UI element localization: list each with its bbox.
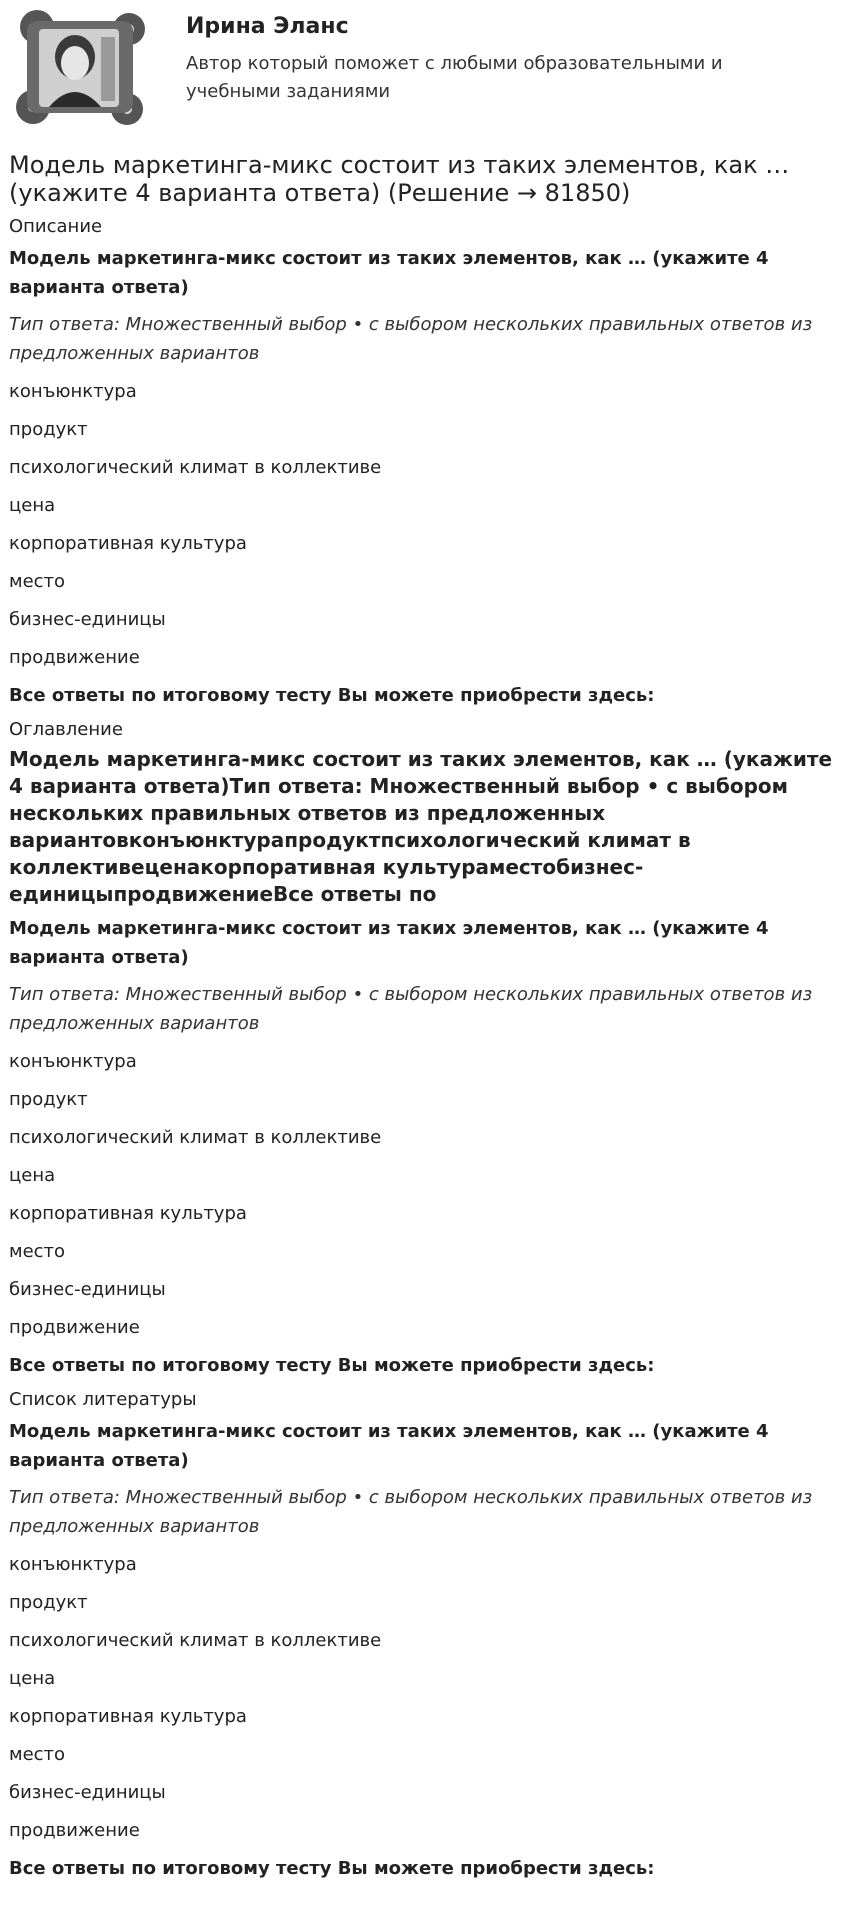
option-item: цена <box>9 1668 56 1689</box>
question-text: Модель маркетинга-микс состоит из таких элементов, как … (укажите 4 варианта ответа) <box>9 248 769 298</box>
option-item: продвижение <box>9 1820 140 1841</box>
option-item: цена <box>9 495 56 516</box>
answer-type: Тип ответа: Множественный выбор • с выбором нескольких правильных ответов из предложенных вариантов <box>9 984 813 1034</box>
option-item: конъюнктура <box>9 1051 137 1072</box>
author-avatar[interactable] <box>9 7 152 129</box>
section-label-bibliography: Список литературы <box>9 1389 197 1410</box>
section-label-description: Описание <box>9 216 103 237</box>
section-label-toc: Оглавление <box>9 719 123 740</box>
option-item: корпоративная культура <box>9 533 247 554</box>
author-card <box>9 0 839 130</box>
page <box>9 0 839 1883</box>
buy-text: Все ответы по итоговому тесту Вы можете приобрести здесь: <box>9 1858 655 1879</box>
option-item: конъюнктура <box>9 1554 137 1575</box>
option-item: конъюнктура <box>9 381 137 402</box>
option-item: место <box>9 571 66 592</box>
option-item: продукт <box>9 1592 88 1613</box>
toc-summary: Модель маркетинга-микс состоит из таких элементов, как … (укажите 4 варианта ответа)Тип ответа: Множественный выбор • с выбором нескольких правильных ответов из предложенных вариантовконъюнктурапродуктпсихологический климат в коллективеценакорпоративная культураместобизнес-единицыпродвижениеВсе ответы по <box>9 747 833 906</box>
question-text: Модель маркетинга-микс состоит из таких элементов, как … (укажите 4 варианта ответа) <box>9 918 769 968</box>
answer-type: Тип ответа: Множественный выбор • с выбором нескольких правильных ответов из предложенных вариантов <box>9 314 813 364</box>
option-item: бизнес-единицы <box>9 609 166 630</box>
page-title: Модель маркетинга-микс состоит из таких элементов, как … (укажите 4 варианта ответа) (Решение → 81850) <box>9 151 790 207</box>
option-item: место <box>9 1241 66 1262</box>
option-item: корпоративная культура <box>9 1706 247 1727</box>
option-item: продвижение <box>9 647 140 668</box>
option-item: бизнес-единицы <box>9 1782 166 1803</box>
option-item: место <box>9 1744 66 1765</box>
option-item: психологический климат в коллективе <box>9 1630 382 1651</box>
option-item: корпоративная культура <box>9 1203 247 1224</box>
option-item: бизнес-единицы <box>9 1279 166 1300</box>
question-text: Модель маркетинга-микс состоит из таких элементов, как … (укажите 4 варианта ответа) <box>9 1421 769 1471</box>
option-item: продукт <box>9 1089 88 1110</box>
option-item: психологический климат в коллективе <box>9 457 382 478</box>
option-item: цена <box>9 1165 56 1186</box>
buy-text: Все ответы по итоговому тесту Вы можете приобрести здесь: <box>9 685 655 706</box>
option-item: продвижение <box>9 1317 140 1338</box>
option-item: психологический климат в коллективе <box>9 1127 382 1148</box>
answer-type: Тип ответа: Множественный выбор • с выбором нескольких правильных ответов из предложенных вариантов <box>9 1487 813 1537</box>
buy-text: Все ответы по итоговому тесту Вы можете приобрести здесь: <box>9 1355 655 1376</box>
author-name[interactable]: Ирина Эланс <box>186 14 349 39</box>
author-description: Автор который поможет с любыми образовательными и учебными заданиями <box>186 53 723 102</box>
option-item: продукт <box>9 419 88 440</box>
